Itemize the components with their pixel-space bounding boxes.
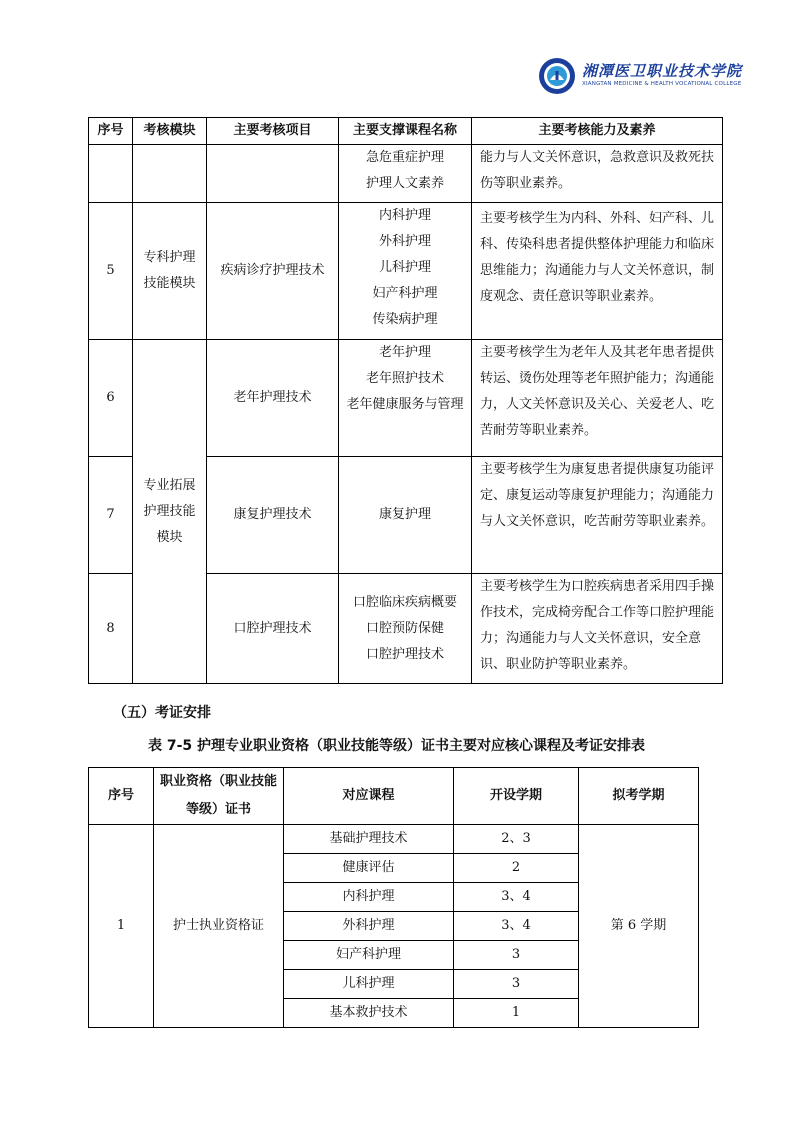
course-name: 口腔护理技术 bbox=[365, 646, 444, 662]
assessment-item: 疾病诊疗护理技术 bbox=[207, 203, 339, 340]
open-term: 3、4 bbox=[454, 912, 579, 941]
course-list bbox=[339, 574, 472, 684]
course-name: 健康评估 bbox=[284, 854, 454, 883]
open-term: 2、3 bbox=[454, 825, 579, 854]
certificate-name: 护士执业资格证 bbox=[154, 825, 284, 1028]
section-title: （五）考证安排 bbox=[113, 705, 211, 721]
open-term: 1 bbox=[454, 999, 579, 1028]
course-name: 护理人文素养 bbox=[365, 176, 444, 191]
row-number: 5 bbox=[89, 203, 133, 340]
course-name: 内科护理 bbox=[284, 883, 454, 912]
course-name: 内科护理 bbox=[378, 208, 431, 223]
college-emblem-icon bbox=[538, 57, 576, 95]
course-name: 老年健康服务与管理 bbox=[346, 397, 464, 412]
col-header-course: 对应课程 bbox=[284, 768, 454, 825]
course-name: 基础护理技术 bbox=[284, 825, 454, 854]
course-list bbox=[339, 203, 472, 340]
row-number: 1 bbox=[89, 825, 154, 1028]
table-caption: 表 7-5 护理专业职业资格（职业技能等级）证书主要对应核心课程及考证安排表 bbox=[147, 738, 646, 754]
row-number: 8 bbox=[89, 574, 133, 684]
ability-text: 主要考核学生为康复患者提供康复功能评定、康复运动等康复护理能力；沟通能力与人文关怀意识，吃苦耐劳等职业素养。 bbox=[472, 457, 723, 574]
col-header-certificate: 职业资格（职业技能等级）证书 bbox=[154, 768, 284, 825]
course-name: 妇产科护理 bbox=[372, 286, 438, 301]
table-row bbox=[89, 340, 723, 457]
college-name-en: XIANGTAN MEDICINE & HEALTH VOCATIONAL COLLEGE bbox=[582, 81, 742, 87]
course-name: 康复护理 bbox=[339, 457, 472, 574]
open-term: 3、4 bbox=[454, 883, 579, 912]
course-list bbox=[339, 340, 472, 457]
col-header-no: 序号 bbox=[89, 118, 133, 145]
course-name: 外科护理 bbox=[378, 234, 431, 249]
course-name: 急危重症护理 bbox=[365, 150, 444, 165]
assessment-item: 康复护理技术 bbox=[207, 457, 339, 574]
open-term: 3 bbox=[454, 941, 579, 970]
course-name: 老年护理 bbox=[378, 345, 431, 360]
ability-text: 主要考核学生为老年人及其老年患者提供转运、烫伤处理等老年照护能力；沟通能力，人文关怀意识及关心、关爱老人、吃苦耐劳等职业素养。 bbox=[472, 340, 723, 457]
table-row bbox=[89, 145, 723, 203]
table-header-row bbox=[89, 768, 699, 825]
row-number: 7 bbox=[89, 457, 133, 574]
col-header-open-term: 开设学期 bbox=[454, 768, 579, 825]
course-name: 外科护理 bbox=[284, 912, 454, 941]
course-name: 口腔临床疾病概要 bbox=[352, 594, 457, 610]
module-name: 专业拓展护理技能模块 bbox=[133, 340, 207, 684]
table-row bbox=[89, 203, 723, 340]
course-name: 传染病护理 bbox=[372, 312, 438, 327]
course-name: 妇产科护理 bbox=[284, 941, 454, 970]
col-header-item: 主要考核项目 bbox=[207, 118, 339, 145]
col-header-no: 序号 bbox=[89, 768, 154, 825]
course-name: 老年照护技术 bbox=[365, 371, 444, 386]
course-name: 儿科护理 bbox=[378, 260, 431, 275]
table-row bbox=[89, 825, 699, 854]
open-term: 3 bbox=[454, 970, 579, 999]
certificate-table bbox=[88, 767, 699, 1028]
course-name: 口腔预防保健 bbox=[365, 620, 444, 636]
open-term: 2 bbox=[454, 854, 579, 883]
row-number: 6 bbox=[89, 340, 133, 457]
college-logo bbox=[538, 57, 743, 97]
table-header-row bbox=[89, 118, 723, 145]
col-header-ability: 主要考核能力及素养 bbox=[472, 118, 723, 145]
course-list bbox=[339, 145, 472, 203]
ability-text: 主要考核学生为内科、外科、妇产科、儿科、传染科患者提供整体护理能力和临床思维能力；沟通能力与人文关怀意识，制度观念、责任意识等职业素养。 bbox=[472, 203, 723, 340]
assessment-table bbox=[88, 117, 723, 684]
col-header-courses: 主要支撑课程名称 bbox=[339, 118, 472, 145]
ability-text: 能力与人文关怀意识，急救意识及救死扶伤等职业素养。 bbox=[472, 145, 723, 203]
col-header-exam-term: 拟考学期 bbox=[579, 768, 699, 825]
exam-term: 第 6 学期 bbox=[579, 825, 699, 1028]
course-name: 基本救护技术 bbox=[284, 999, 454, 1028]
col-header-module: 考核模块 bbox=[133, 118, 207, 145]
module-name: 专科护理技能模块 bbox=[133, 203, 207, 340]
assessment-item: 口腔护理技术 bbox=[207, 574, 339, 684]
assessment-item: 老年护理技术 bbox=[207, 340, 339, 457]
course-name: 儿科护理 bbox=[284, 970, 454, 999]
college-name-cn: 湘潭医卫职业技术学院 bbox=[582, 62, 743, 80]
ability-text: 主要考核学生为口腔疾病患者采用四手操作技术，完成椅旁配合工作等口腔护理能力；沟通能力与人文关怀意识，安全意识、职业防护等职业素养。 bbox=[472, 574, 723, 684]
